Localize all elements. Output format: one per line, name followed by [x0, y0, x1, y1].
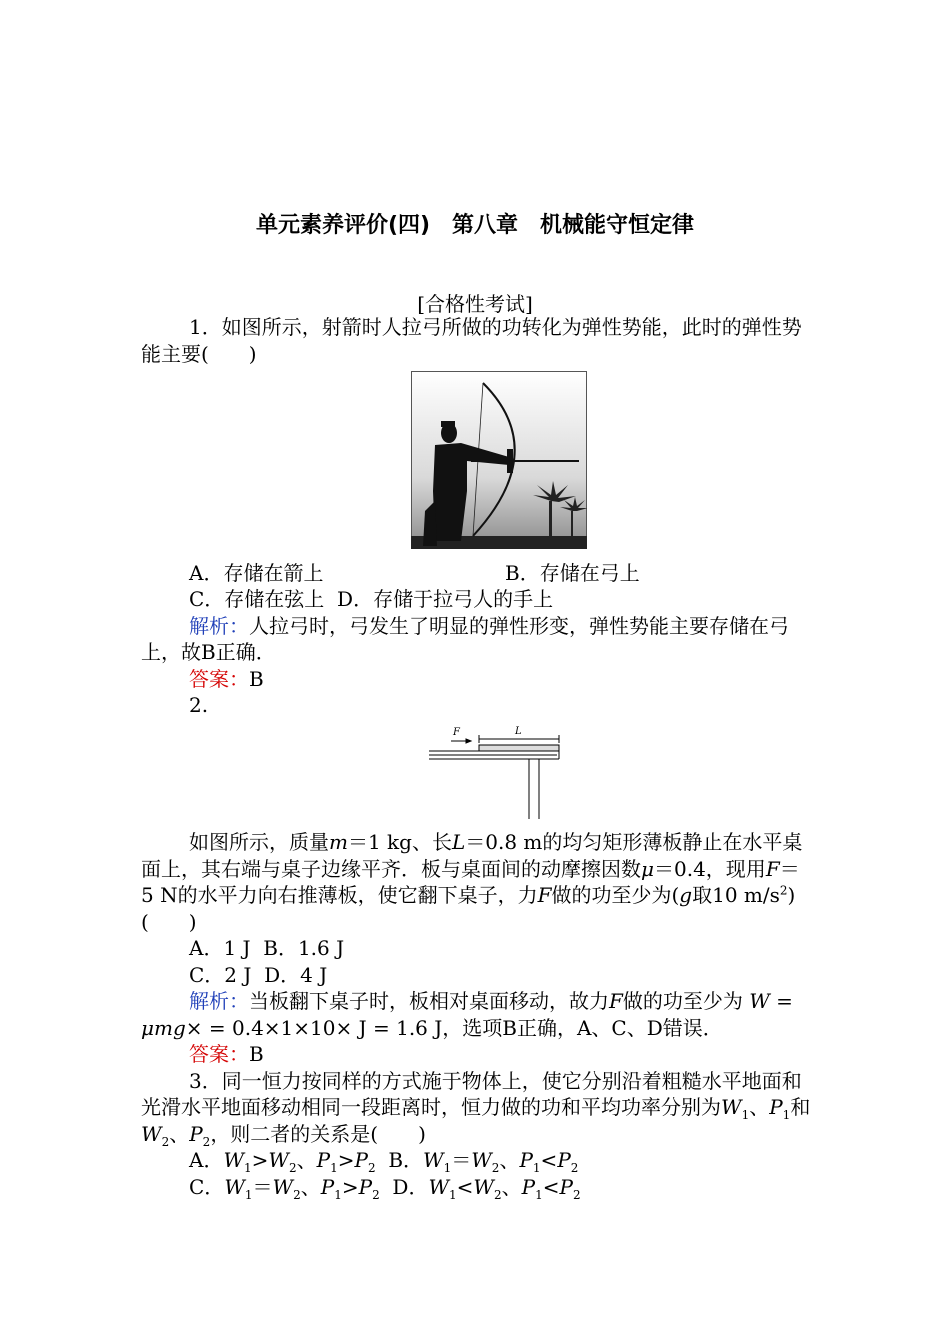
q1-options-row2: [141, 586, 811, 613]
page-title: 单元素养评价(四) 第八章 机械能守恒定律: [255, 213, 695, 238]
q2-analysis: 解析：当板翻下桌子时，板相对桌面移动，故力F做的功至少为 W = μmg× = 0.4×1×10× J = 1.6 J，选项B正确，A、C、D错误．: [141, 989, 793, 1040]
section-heading: [合格性考试]: [417, 292, 533, 316]
fig-label-f: F: [453, 726, 460, 738]
q1-option-c: C．存储在弦上: [189, 587, 325, 611]
q1-answer-label: 答案：: [189, 666, 249, 691]
content: [141, 314, 811, 1200]
q2-answer-label: 答案：: [189, 1042, 249, 1066]
q1-analysis: [141, 613, 811, 666]
fig-label-l: L: [515, 725, 522, 737]
q2-analysis-label: 解析：: [189, 989, 249, 1013]
q3-stem: 3．同一恒力按同样的方式施于物体上，使它分别沿着粗糙水平地面和光滑水平地面移动相同一段距离时，恒力做的功和平均功率分别为$W_1$、$P_1$和$W_2$、$P_2$，则二者的关系是( ): [141, 1068, 811, 1149]
q2-options-row2: C．2 J D．4 J: [189, 962, 328, 987]
q1-stem: 1．如图所示，射箭时人拉弓所做的功转化为弹性势能，此时的弹性势能主要( ): [141, 315, 802, 366]
q3-options-row2: C．$W_1=W_2$、$P_1>P_2$ D．$W_1<W_2$、$P_1<P_2$: [189, 1174, 581, 1202]
q1-analysis-text: 人拉弓时，弓发生了明显的弹性形变，弹性势能主要存储在弓上，故B正确．: [141, 613, 789, 664]
q2-options-row1: A．1 J B．1.6 J: [189, 936, 345, 960]
plank-figure: [429, 723, 563, 819]
q1-option-d: D．存储于拉弓人的手上: [337, 587, 554, 611]
q2-number: 2.: [189, 693, 209, 717]
q1-option-a: A．存储在箭上: [189, 560, 324, 585]
q2-answer: [141, 1041, 811, 1068]
q1-options-row1: [141, 560, 811, 587]
q1-analysis-label: 解析：: [189, 613, 249, 638]
q2-stem: 如图所示，质量m＝1 kg、长L＝0.8 m的均匀矩形薄板静止在水平桌面上，其右端与桌子边缘平齐．板与桌面间的动摩擦因数μ＝0.4，现用F＝5 N的水平力向右推薄板，使它翻下桌子，力F做的功至少为(g取10 $m/s^2$)( ): [141, 830, 803, 934]
q1-answer-value: B: [249, 666, 264, 691]
q3-options-row1: A．$W_1>W_2$、$P_1>P_2$ B．$W_1=W_2$、$P_1<P_2$: [189, 1148, 579, 1175]
archer-figure: [411, 371, 587, 549]
q1-answer: [141, 666, 811, 693]
q2-answer-value: B: [249, 1042, 264, 1066]
q1-option-b: B．存储在弓上: [505, 560, 640, 585]
